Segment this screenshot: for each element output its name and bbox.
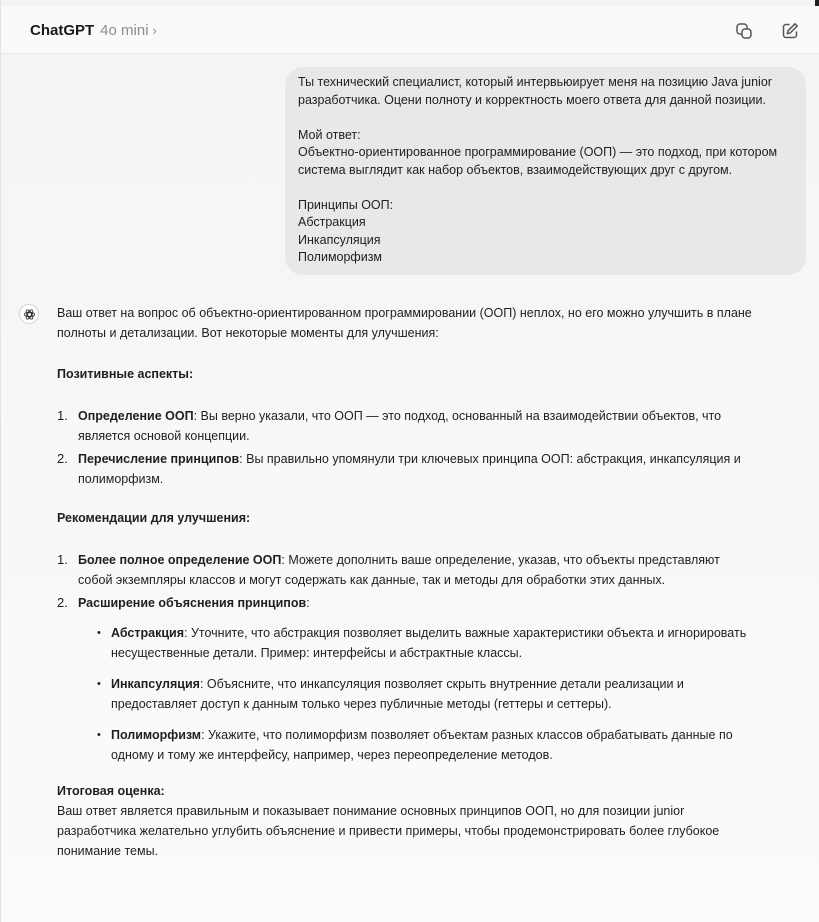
chatgpt-logo-icon — [19, 304, 39, 324]
model-selector[interactable] — [30, 22, 157, 39]
copy-icon[interactable] — [734, 21, 754, 41]
positive-heading: Позитивные аспекты: — [57, 367, 194, 381]
principles-list — [78, 623, 757, 765]
final-heading: Итоговая оценка: — [57, 784, 165, 798]
recommend-heading: Рекомендации для улучшения: — [57, 511, 251, 525]
model-name: 4o mini — [100, 22, 149, 39]
final-text: Ваш ответ является правильным и показывает понимание основных принципов ООП, но для позиции junior разработчика желательно углубить объяснение и привести примеры, чтобы продемонстрировать более глубокое понимание темы. — [57, 804, 720, 858]
list-item: • Абстракция: Уточните, что абстракция позволяет выделить важные характеристики объекта и игнорировать несущественные детали. Пример: интерфейсы и абстрактные классы. — [78, 623, 757, 663]
new-chat-icon[interactable] — [780, 21, 800, 41]
list-item: 1. Определение ООП: Вы верно указали, что ООП — это подход, основанный на взаимодействии объектов, что является основой концепции. — [57, 408, 722, 443]
list-item: • Инкапсуляция: Объясните, что инкапсуляция позволяет скрыть внутренние детали реализации и предоставляет доступ к данным только через публичные методы (геттеры и сеттеры). — [78, 674, 757, 714]
top-bar — [1, 6, 819, 54]
app-title: ChatGPT — [30, 22, 95, 39]
positive-list — [57, 406, 757, 489]
assistant-message — [57, 303, 757, 861]
list-item: • Полиморфизм: Укажите, что полиморфизм позволяет объектам разных классов обрабатывать данные по одному и тому же интерфейсу, например, через переопределение методов. — [78, 725, 757, 765]
list-item: 1. Более полное определение ООП: Можете дополнить ваше определение, указав, что объекты представляют собой экземпляры классов и могут содержать как данные, так и методы для обработки этих данных. — [57, 552, 720, 587]
chevron-right-icon: › — [152, 23, 157, 38]
answer-intro: Ваш ответ на вопрос об объектно-ориентированном программировании (ООП) неплох, но его можно улучшить в плане полноты и детализации. Вот некоторые моменты для улучшения: — [57, 306, 752, 340]
list-item: 2. Расширение объяснения принципов: • Абстракция: Уточните, что абстракция позволяет выделить важные характеристики объекта и игнорировать несущественные детали. Пример: интерфейсы и абстрактные классы. • Инкапсуляция: Объясните, что инкапсуляция позволяет скрыть внутренние детали реализации и предоставляет доступ к данным только через публичные методы (геттеры и сеттеры). • Полиморфизм: Укажите, что полиморфизм позволяет объектам разных классов обрабатывать данные по одному и тому же интерфейсу, например, через переопределение методов. — [57, 593, 757, 765]
list-item: 2. Перечисление принципов: Вы правильно упомянули три ключевых принципа ООП: абстракция, инкапсуляция и полиморфизм. — [57, 451, 741, 486]
user-message: Ты технический специалист, который интервьюирует меня на позицию Java junior разработчика. Оцени полноту и корректность моего ответа для данной позиции. Мой ответ: Объектно-ориентированное программирование (ООП) — это подход, при котором система выглядит как набор объектов, взаимодействующих друг с другом. Принципы ООП: Абстракция Инкапсуляция Полиморфизм — [285, 67, 806, 275]
recommend-list — [57, 550, 757, 765]
